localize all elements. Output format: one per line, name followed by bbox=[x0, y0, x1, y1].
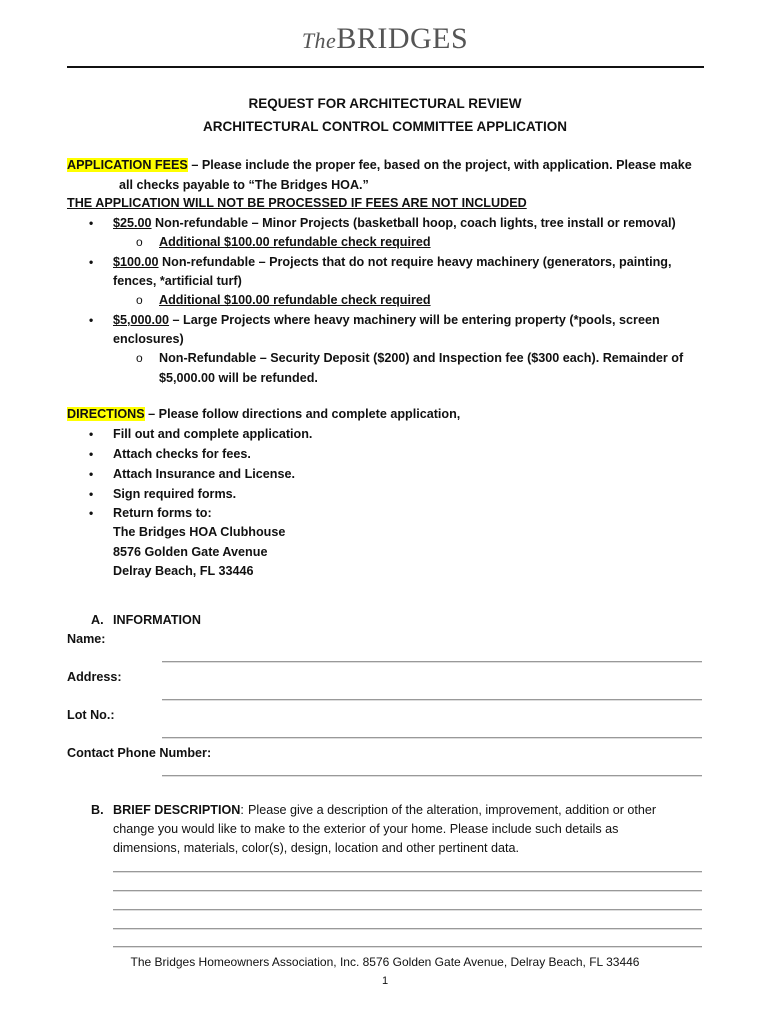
directions-intro bbox=[67, 407, 460, 421]
fees-intro bbox=[67, 158, 692, 172]
directions-item: Return forms to: bbox=[113, 506, 212, 520]
bullet-icon: • bbox=[89, 467, 94, 481]
fee-sub-1: Additional $100.00 refundable check required bbox=[159, 235, 431, 249]
fee-item-1 bbox=[113, 216, 676, 230]
directions-item: Fill out and complete application. bbox=[113, 427, 313, 441]
circle-bullet-icon: o bbox=[136, 235, 143, 249]
fees-intro-line-2: all checks payable to “The Bridges HOA.” bbox=[119, 178, 369, 192]
return-address-line: The Bridges HOA Clubhouse bbox=[113, 525, 286, 539]
circle-bullet-icon: o bbox=[136, 351, 143, 365]
directions-intro-text: – Please follow directions and complete application, bbox=[144, 407, 461, 421]
phone-field[interactable] bbox=[162, 775, 702, 777]
bullet-icon: • bbox=[89, 487, 94, 501]
return-address-line: 8576 Golden Gate Avenue bbox=[113, 545, 268, 559]
description-field-line[interactable] bbox=[113, 871, 702, 873]
address-field[interactable] bbox=[162, 699, 702, 701]
fee-sub-3-cont: $5,000.00 will be refunded. bbox=[159, 371, 318, 385]
section-b-marker: B. bbox=[91, 803, 104, 817]
fees-intro-text: – Please include the proper fee, based on the project, with application. Please make bbox=[187, 158, 692, 172]
description-line: change you would like to make to the exterior of your home. Please include such details as bbox=[113, 822, 619, 836]
field-label-address: Address: bbox=[67, 670, 122, 684]
description-field-line[interactable] bbox=[113, 909, 702, 911]
section-b-heading: BRIEF DESCRIPTION bbox=[113, 803, 241, 817]
description-field-line[interactable] bbox=[113, 946, 702, 948]
section-b-colon: : bbox=[240, 803, 244, 817]
return-address-line: Delray Beach, FL 33446 bbox=[113, 564, 254, 578]
fee-item-2 bbox=[113, 255, 671, 269]
footer-address: The Bridges Homeowners Association, Inc. 8576 Golden Gate Avenue, Delray Beach, FL 33446 bbox=[130, 955, 640, 969]
field-label-name: Name: bbox=[67, 632, 106, 646]
section-b-title bbox=[113, 803, 244, 817]
bullet-icon: • bbox=[89, 447, 94, 461]
fee-text-2-cont: fences, *artificial turf) bbox=[113, 274, 242, 288]
description-line: Please give a description of the alteration, improvement, addition or other bbox=[248, 803, 657, 817]
directions-item: Attach Insurance and License. bbox=[113, 467, 295, 481]
title-line-1: REQUEST FOR ARCHITECTURAL REVIEW bbox=[248, 96, 522, 111]
title-line-2: ARCHITECTURAL CONTROL COMMITTEE APPLICATION bbox=[203, 119, 567, 134]
fee-text-1: Non-refundable – Minor Projects (basketball hoop, coach lights, tree install or removal) bbox=[151, 216, 676, 230]
field-label-phone: Contact Phone Number: bbox=[67, 746, 212, 760]
bullet-icon: • bbox=[89, 313, 94, 327]
fee-sub-2: Additional $100.00 refundable check required bbox=[159, 293, 431, 307]
name-field[interactable] bbox=[162, 661, 702, 663]
header-rule bbox=[67, 66, 704, 68]
logo-brand: BRIDGES bbox=[336, 22, 469, 55]
fee-text-3: – Large Projects where heavy machinery will be entering property (*pools, screen bbox=[169, 313, 660, 327]
directions-item: Attach checks for fees. bbox=[113, 447, 251, 461]
page-number: 1 bbox=[381, 975, 389, 987]
section-a-heading: INFORMATION bbox=[113, 613, 201, 627]
fee-amount-1: $25.00 bbox=[113, 216, 152, 230]
field-label-lot: Lot No.: bbox=[67, 708, 115, 722]
description-field-line[interactable] bbox=[113, 890, 702, 892]
circle-bullet-icon: o bbox=[136, 293, 143, 307]
fee-item-3 bbox=[113, 313, 660, 327]
lot-number-field[interactable] bbox=[162, 737, 702, 739]
directions-item: Sign required forms. bbox=[113, 487, 237, 501]
fee-sub-3: Non-Refundable – Security Deposit ($200) and Inspection fee ($300 each). Remainder of bbox=[159, 351, 684, 365]
directions-heading: DIRECTIONS bbox=[67, 407, 145, 421]
bullet-icon: • bbox=[89, 255, 94, 269]
fees-warning: THE APPLICATION WILL NOT BE PROCESSED IF FEES ARE NOT INCLUDED bbox=[67, 196, 527, 210]
bridges-logo bbox=[0, 22, 770, 56]
fee-amount-2: $100.00 bbox=[113, 255, 159, 269]
description-line: dimensions, materials, color(s), design, location and other pertinent data. bbox=[113, 841, 520, 855]
fee-text-2: Non-refundable – Projects that do not require heavy machinery (generators, painting, bbox=[158, 255, 672, 269]
fees-heading: APPLICATION FEES bbox=[67, 158, 188, 172]
bullet-icon: • bbox=[89, 506, 94, 520]
fee-amount-3: $5,000.00 bbox=[113, 313, 170, 327]
bullet-icon: • bbox=[89, 216, 94, 230]
logo-the: The bbox=[301, 28, 337, 53]
description-field-line[interactable] bbox=[113, 928, 702, 930]
section-a-marker: A. bbox=[91, 613, 104, 627]
bullet-icon: • bbox=[89, 427, 94, 441]
fee-text-3-cont: enclosures) bbox=[113, 332, 184, 346]
